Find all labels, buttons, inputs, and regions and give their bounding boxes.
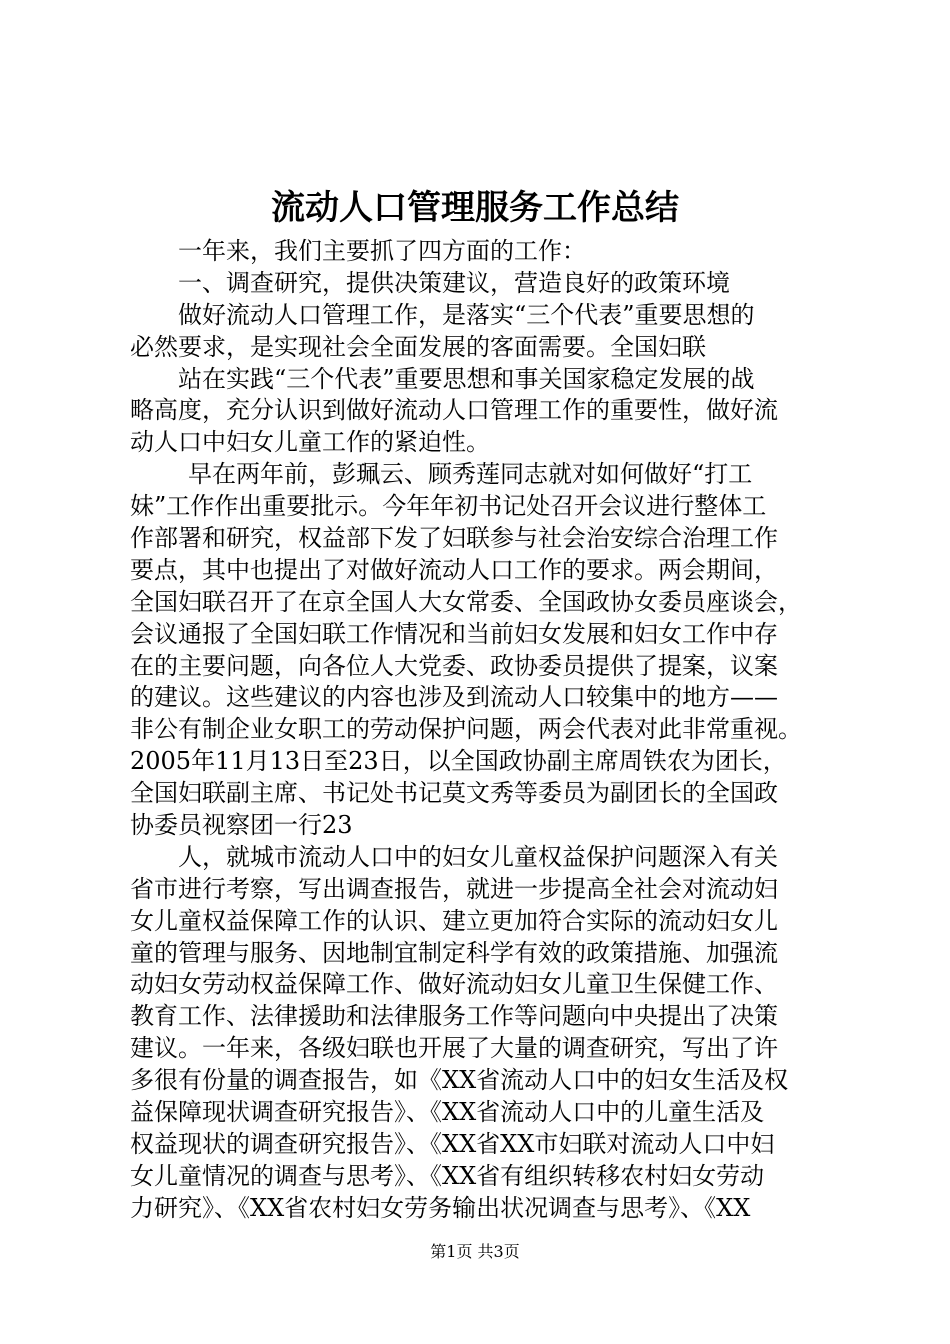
text-line: 妹”工作作出重要批示。今年年初书记处召开会议进行整体工 xyxy=(130,492,767,521)
text-line: 一、调查研究，提供决策建议，营造良好的政策环境 xyxy=(178,268,730,297)
text-line: 必然要求，是实现社会全面发展的客面需要。全国妇联 xyxy=(130,332,706,361)
text-line: 教育工作、法律援助和法律服务工作等问题向中央提出了决策 xyxy=(130,1002,778,1031)
text-line: 2005年11月13日至23日，以全国政协副主席周铁农为团长， xyxy=(130,747,787,776)
text-line: 早在两年前，彭珮云、顾秀莲同志就对如何做好“打工 xyxy=(188,460,753,489)
text-line: 女儿童情况的调查与思考》、《XX省有组织转移农村妇女劳动 xyxy=(130,1161,765,1190)
document-title: 流动人口管理服务工作总结 xyxy=(271,188,679,228)
text-line: 会议通报了全国妇联工作情况和当前妇女发展和妇女工作中存 xyxy=(130,619,778,648)
text-line: 建议。一年来，各级妇联也开展了大量的调查研究，写出了许 xyxy=(130,1034,778,1063)
page-footer: 第1页 共3页 xyxy=(430,1242,520,1261)
text-line: 动人口中妇女儿童工作的紧迫性。 xyxy=(130,428,490,457)
text-line: 权益现状的调查研究报告》、《XX省XX市妇联对流动人口中妇 xyxy=(130,1129,775,1158)
text-line: 一年来，我们主要抓了四方面的工作： xyxy=(178,237,586,265)
text-line: 的建议。这些建议的内容也涉及到流动人口较集中的地方—— xyxy=(130,683,778,712)
text-line: 女儿童权益保障工作的认识、建立更加符合实际的流动妇女儿 xyxy=(130,906,778,935)
text-line: 协委员视察团一行23 xyxy=(130,811,353,840)
text-line: 益保障现状调查研究报告》、《XX省流动人口中的儿童生活及 xyxy=(130,1098,765,1127)
text-line: 要点，其中也提出了对做好流动人口工作的要求。两会期间， xyxy=(130,555,778,584)
text-line: 多很有份量的调查报告，如《XX省流动人口中的妇女生活及权 xyxy=(130,1066,789,1095)
text-line: 动妇女劳动权益保障工作、做好流动妇女儿童卫生保健工作、 xyxy=(130,970,778,999)
text-line: 全国妇联副主席、书记处书记莫文秀等委员为副团长的全国政 xyxy=(130,779,778,808)
text-line: 略高度，充分认识到做好流动人口管理工作的重要性，做好流 xyxy=(130,396,778,425)
text-line: 站在实践“三个代表”重要思想和事关国家稳定发展的战 xyxy=(178,364,755,393)
document-body xyxy=(130,236,830,1225)
text-line: 作部署和研究，权益部下发了妇联参与社会治安综合治理工作 xyxy=(130,524,778,553)
text-line: 省市进行考察，写出调查报告，就进一步提高全社会对流动妇 xyxy=(130,874,778,903)
text-line: 做好流动人口管理工作，是落实“三个代表”重要思想的 xyxy=(178,300,755,329)
text-line: 全国妇联召开了在京全国人大女常委、全国政协女委员座谈会， xyxy=(130,587,802,616)
text-line: 人，就城市流动人口中的妇女儿童权益保护问题深入有关 xyxy=(178,842,778,871)
text-line: 力研究》、《XX省农村妇女劳务输出状况调查与思考》、《XX xyxy=(130,1193,751,1222)
text-line: 非公有制企业女职工的劳动保护问题，两会代表对此非常重视。 xyxy=(130,715,802,744)
text-line: 童的管理与服务、因地制宜制定科学有效的政策措施、加强流 xyxy=(130,938,778,967)
text-line: 在的主要问题，向各位人大党委、政协委员提供了提案，议案 xyxy=(130,651,778,680)
